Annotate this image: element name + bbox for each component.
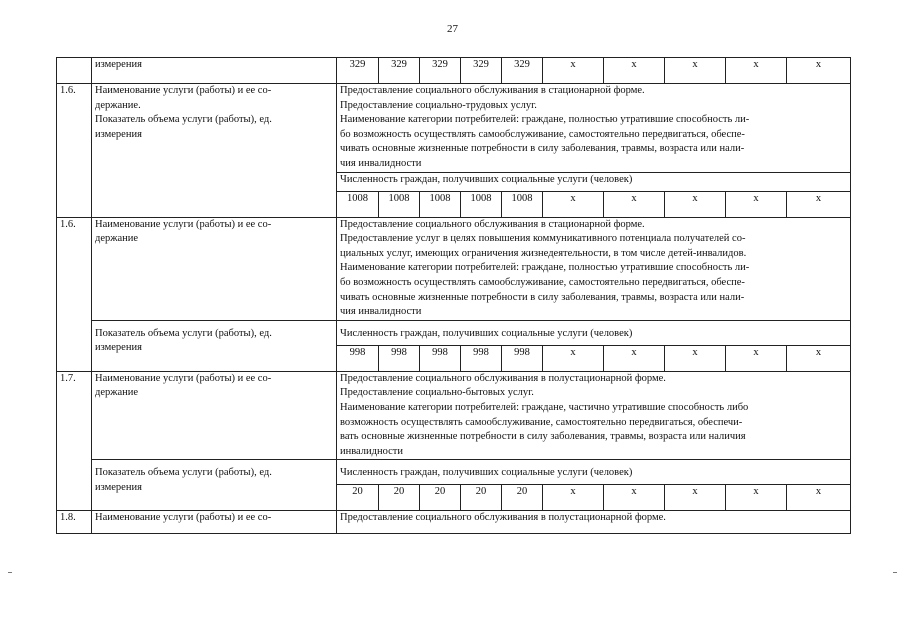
value-cell: x: [543, 191, 604, 217]
description-line: чивать основные жизненные потребности в силу заболевания, травмы, возраста или нали-: [340, 291, 745, 303]
service-description: [337, 84, 851, 173]
row-label: [92, 217, 337, 320]
table-row: [57, 460, 851, 485]
indicator-name: Численность граждан, получивших социальные услуги (человек): [337, 172, 851, 191]
value-cell: 329: [502, 58, 543, 84]
table-row: [57, 58, 851, 84]
row-label: [92, 84, 337, 218]
value-cell: 20: [461, 485, 502, 511]
value-cell: 998: [379, 345, 420, 371]
services-table: [56, 57, 851, 534]
description-line: чивать основные жизненные потребности в силу заболевания, травмы, возраста или нали-: [340, 143, 745, 155]
section-number: 1.6.: [57, 217, 92, 371]
value-cell: x: [787, 191, 851, 217]
value-cell: x: [543, 485, 604, 511]
value-cell: 998: [461, 345, 502, 371]
row-label-line: Наименование услуги (работы) и ее со-: [95, 218, 272, 230]
value-cell: x: [604, 58, 665, 84]
description-line: Предоставление социально-бытовых услуг.: [340, 387, 534, 399]
description-line: чия инвалидности: [340, 306, 422, 318]
row-label-line: измерения: [95, 128, 142, 140]
row-label-line: держание: [95, 387, 139, 399]
service-description: [337, 217, 851, 320]
description-line: Наименование категории потребителей: граждане, полностью утратившие способность ли-: [340, 262, 750, 274]
indicator-name: Численность граждан, получивших социальные услуги (человек): [337, 460, 851, 485]
indicator-label-line: измерения: [95, 481, 142, 493]
value-cell: x: [543, 58, 604, 84]
value-cell: x: [543, 345, 604, 371]
row-label: [92, 511, 337, 534]
description-line: Предоставление социального обслуживания в стационарной форме.: [340, 85, 645, 96]
row-label: измерения: [92, 58, 337, 84]
value-cell: 20: [420, 485, 461, 511]
description-line: Предоставление социального обслуживания в полустационарной форме.: [340, 372, 666, 384]
table-row: [57, 511, 851, 534]
value-cell: 20: [379, 485, 420, 511]
section-number: 1.8.: [57, 511, 92, 534]
service-description: [337, 511, 851, 534]
value-cell: 1008: [461, 191, 502, 217]
section-number: 1.6.: [57, 84, 92, 218]
description-line: Наименование категории потребителей: граждане, частично утратившие способность либо: [340, 401, 749, 413]
table-row: [57, 320, 851, 345]
value-cell: 1008: [502, 191, 543, 217]
value-cell: x: [726, 345, 787, 371]
value-cell: x: [604, 485, 665, 511]
value-cell: 998: [337, 345, 379, 371]
indicator-label-line: Показатель объема услуги (работы), ед.: [95, 327, 272, 339]
service-description: [337, 371, 851, 460]
table-row: [57, 84, 851, 173]
value-cell: 1008: [337, 191, 379, 217]
value-cell: x: [787, 485, 851, 511]
description-line: Предоставление социального обслуживания в полустационарной форме.: [340, 512, 666, 524]
value-cell: x: [665, 345, 726, 371]
value-cell: x: [726, 191, 787, 217]
value-cell: x: [726, 485, 787, 511]
value-cell: 1008: [379, 191, 420, 217]
description-line: циальных услуг, имеющих ограничения жизнедеятельности, в том числе детей-инвалидов.: [340, 247, 747, 259]
row-label-line: держание.: [95, 99, 141, 111]
value-cell: x: [604, 191, 665, 217]
value-cell: x: [665, 58, 726, 84]
value-cell: 20: [502, 485, 543, 511]
indicator-label: [92, 320, 337, 371]
description-line: вать основные жизненные потребности в силу заболевания, травмы, возраста или наличия: [340, 431, 746, 443]
edge-mark: [893, 572, 897, 574]
description-line: Предоставление социального обслуживания в стационарной форме.: [340, 218, 645, 230]
description-line: бо возможность осуществлять самообслуживание, самостоятельно передвигаться, обеспе-: [340, 128, 745, 140]
value-cell: 20: [337, 485, 379, 511]
edge-mark: [8, 572, 12, 574]
value-cell: 329: [461, 58, 502, 84]
value-cell: 329: [337, 58, 379, 84]
row-label-line: Наименование услуги (работы) и ее со-: [95, 512, 272, 524]
value-cell: x: [665, 485, 726, 511]
description-line: бо возможность осуществлять самообслуживание, самостоятельно передвигаться, обеспе-: [340, 276, 745, 288]
value-cell: 329: [420, 58, 461, 84]
value-cell: x: [787, 345, 851, 371]
description-line: Наименование категории потребителей: граждане, полностью утратившие способность ли-: [340, 114, 750, 126]
description-line: возможность осуществлять самообслуживание, самостоятельно передвигаться, обеспечи-: [340, 416, 743, 428]
row-label-line: держание: [95, 233, 139, 245]
description-line: чия инвалидности: [340, 157, 422, 169]
indicator-name: Численность граждан, получивших социальные услуги (человек): [337, 320, 851, 345]
description-line: Предоставление услуг в целях повышения коммуникативного потенциала получателей со-: [340, 233, 746, 245]
row-label-line: Наименование услуги (работы) и ее со-: [95, 85, 272, 96]
indicator-label-line: Показатель объема услуги (работы), ед.: [95, 467, 272, 479]
description-line: инвалидности: [340, 445, 404, 457]
page-number: 27: [447, 23, 458, 35]
value-cell: x: [665, 191, 726, 217]
value-cell: x: [787, 58, 851, 84]
description-line: Предоставление социально-трудовых услуг.: [340, 99, 537, 111]
section-number: [57, 58, 92, 84]
table-row: [57, 371, 851, 460]
section-number: 1.7.: [57, 371, 92, 511]
indicator-label-line: измерения: [95, 342, 142, 354]
value-cell: 998: [420, 345, 461, 371]
row-label-line: Наименование услуги (работы) и ее со-: [95, 372, 272, 384]
value-cell: 998: [502, 345, 543, 371]
value-cell: 1008: [420, 191, 461, 217]
row-label: [92, 371, 337, 460]
value-cell: x: [726, 58, 787, 84]
value-cell: 329: [379, 58, 420, 84]
row-label-line: Показатель объема услуги (работы), ед.: [95, 114, 272, 126]
indicator-label: [92, 460, 337, 511]
value-cell: x: [604, 345, 665, 371]
table-row: [57, 217, 851, 320]
